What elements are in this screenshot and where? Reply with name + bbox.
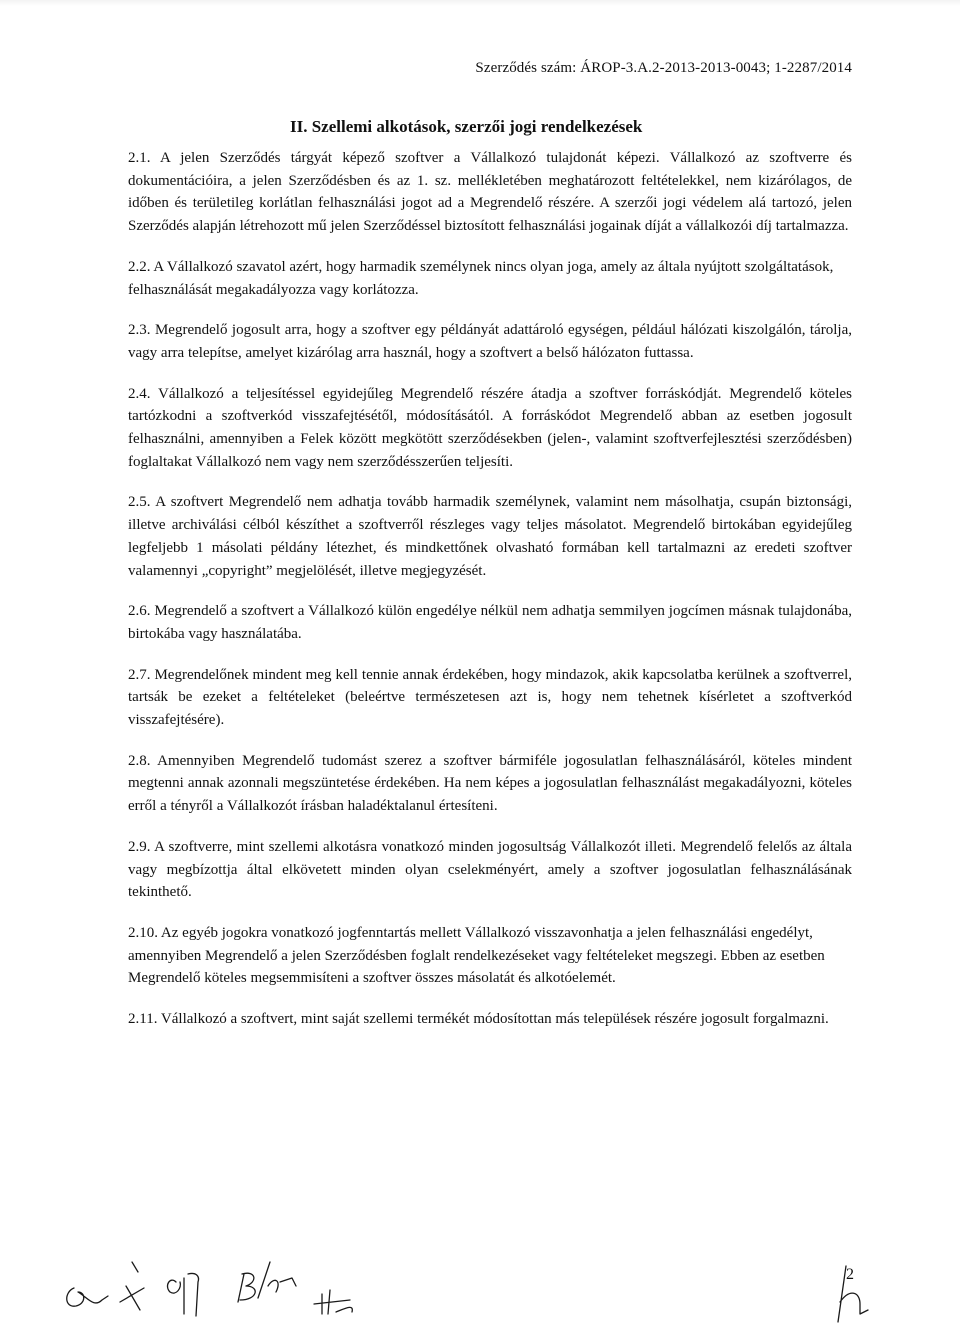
clause-2-11 bbox=[128, 1008, 852, 1031]
clause-text: A jelen Szerződés tárgyát képező szoftver a Vállalkozó tulajdonát képezi. Vállalkozó az szoftverre és dokumentációira, a jelen Szerződésben és az 1. sz. mellékletében meghatározott feltételekkel, nem kizárólagos, de időben és területileg korlátlan felhasználási jogot ad a Megrendelő részére. A szerzői jogi védelem alá tartozó, jelen Szerződés alapján létrehozott mű jelen Szerződéssel biztosított felhasználási jogainak díját a vállalkozói díj tartalmazza. bbox=[128, 150, 852, 235]
clause-number: 2.3. bbox=[128, 322, 151, 339]
contract-number-header: Szerződés szám: ÁROP-3.A.2-2013-2013-0043; 1-2287/2014 bbox=[475, 60, 852, 76]
initial-signature-1 bbox=[67, 1288, 108, 1306]
clause-number: 2.2. bbox=[128, 258, 151, 275]
page-number: 2 bbox=[846, 1266, 854, 1283]
clause-text: Az egyéb jogokra vonatkozó jogfenntartás mellett Vállalkozó visszavonhatja a jelen felhasználási engedélyt, amennyiben Megrendelő a jelen Szerződésben foglalt rendelkezéseket vagy feltételeket megszegi. Ebben az esetben Megrendelő köteles megsemmisíteni a szoftver összes másolatát és alkotóelemét. bbox=[128, 924, 825, 987]
clause-number: 2.6. bbox=[128, 603, 151, 620]
scan-edge-shadow bbox=[0, 0, 960, 6]
clause-text: Megrendelőnek mindent meg kell tennie annak érdekében, hogy mindazok, akik kapcsolatba kerülnek a szoftverrel, tartsák be ezeket a feltételeket (beleértve természetesen azt is, hogy nem tehetnek kísérletet a szoftverkód visszafejtésére). bbox=[128, 666, 852, 729]
initial-signature-2 bbox=[120, 1262, 144, 1310]
clause-number: 2.4. bbox=[128, 385, 151, 402]
clause-2-6 bbox=[128, 600, 852, 645]
handwritten-initials bbox=[60, 1252, 920, 1328]
clause-text: A Vállalkozó szavatol azért, hogy harmadik személynek nincs olyan joga, amely az általa nyújtott szolgáltatások, felhasználását megakadályozza vagy korlátozza. bbox=[128, 258, 834, 298]
clause-number: 2.1. bbox=[128, 150, 151, 166]
clause-text: Megrendelő a szoftvert a Vállalkozó külön engedélye nélkül nem adhatja semmilyen jogcímen másnak tulajdonába, birtokába vagy használatába. bbox=[128, 603, 852, 642]
clause-number: 2.9. bbox=[128, 838, 151, 855]
initials-row bbox=[60, 1252, 920, 1328]
clause-text: A szoftverre, mint szellemi alkotásra vonatkozó minden jogosultság Vállalkozót illeti. Megrendelő felelős az általa vagy megbízottja által elkövetett minden olyan cselekményért, amely a szoftver jogosulatlan felhasználásának tekinthető. bbox=[128, 838, 852, 901]
clause-2-7 bbox=[128, 664, 852, 732]
clause-number: 2.8. bbox=[128, 752, 151, 769]
initial-signature-5 bbox=[314, 1290, 352, 1314]
initial-signature-3 bbox=[168, 1273, 199, 1316]
clause-text: Amennyiben Megrendelő tudomást szerez a szoftver bármiféle jogosulatlan felhasználásáról, köteles mindent megtenni annak azonnali megszüntetése érdekében. Ha nem képes a jogosulatlan felhasználást megakadályozni, köteles erről a tényről a Vállalkozót írásban haladéktalanul értesíteni. bbox=[128, 752, 852, 815]
clause-2-5 bbox=[128, 491, 852, 582]
clause-2-8 bbox=[128, 750, 852, 818]
clause-text: Megrendelő jogosult arra, hogy a szoftver egy példányát adattároló egységen, például hálózati kiszolgálón, tárolja, vagy arra telepítse, amelyet kizárólag arra használ, hogy a szoftvert a belső hálózaton futtassa. bbox=[128, 322, 852, 361]
clause-2-10 bbox=[128, 922, 852, 990]
clause-text: Vállalkozó a teljesítéssel egyidejűleg Megrendelő részére átadja a szoftver forráskódját. Megrendelő köteles tartózkodni a szoftverkód visszafejtésétől, módosításától. A forráskódot Megrendelő abban az esetben jogosult felhasználni, amennyiben a Felek között megkötött szerződésekben (jelen-, valamint szoftverfejlesztési szerződésben) foglaltakat Vállalkozó nem vagy nem szerződésszerűen teljesíti. bbox=[128, 385, 852, 470]
initial-signature-4 bbox=[238, 1262, 296, 1302]
clause-2-1 bbox=[128, 147, 852, 238]
clause-text: A szoftvert Megrendelő nem adhatja tovább harmadik személynek, valamint nem másolhatja, csupán biztonsági, illetve archiválási célból készíthet a szoftverről részleges vagy teljes másolatot. Megrendelő birtokában egyidejűleg legfeljebb 1 másolati példány létezhet, és mindkettőnek olvasható formában kell tartalmazni az eredeti szoftver valamennyi „copyright” megjelölését, illetve megjegyzését. bbox=[128, 494, 852, 579]
clauses-body bbox=[128, 147, 852, 1049]
clause-2-3 bbox=[128, 319, 852, 364]
clause-number: 2.7. bbox=[128, 666, 151, 683]
clause-text: Vállalkozó a szoftvert, mint saját szellemi termékét módosítottan más települések részére jogosult forgalmazni. bbox=[157, 1011, 829, 1028]
clause-number: 2.10. bbox=[128, 924, 158, 941]
clause-2-2 bbox=[128, 256, 852, 301]
clause-2-9 bbox=[128, 836, 852, 904]
clause-number: 2.5. bbox=[128, 494, 151, 511]
section-title: II. Szellemi alkotások, szerzői jogi rendelkezések bbox=[290, 117, 643, 136]
clause-number: 2.11. bbox=[128, 1011, 158, 1028]
clause-2-4 bbox=[128, 383, 852, 474]
